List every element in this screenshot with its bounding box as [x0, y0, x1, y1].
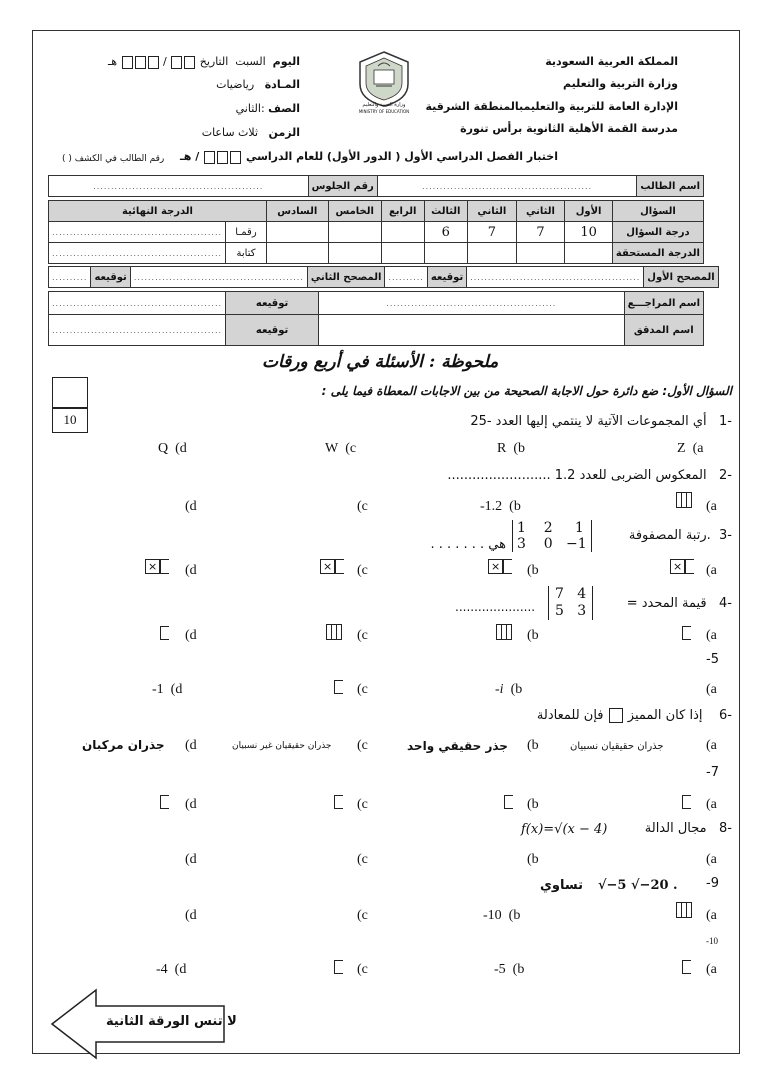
- q8-stem: مجال الدالة: [644, 821, 707, 836]
- q4-opt-d-image: [160, 626, 169, 640]
- col-second: الثاني: [516, 201, 565, 222]
- q5-num: -5: [706, 652, 719, 667]
- q2-opt-a[interactable]: (a: [706, 499, 717, 514]
- q4-opt-b-image: [496, 624, 512, 640]
- q4-opt-c-image: [326, 624, 342, 640]
- q6-tail: فإن للمعادلة: [536, 708, 604, 723]
- exam-title: اختبار الفصل الدراسي الأول ( الدور الأول) للعام الدراسي / هـ: [180, 150, 558, 163]
- day-value: السبت: [235, 55, 266, 68]
- school-line: مدرسة القمة الأهلية الثانوية برأس تنورة: [460, 122, 678, 135]
- q8-num: -8: [719, 821, 732, 836]
- second-signature-label: توقيعه: [91, 267, 130, 288]
- date-box: [171, 56, 182, 69]
- q8-function: f(x)=√(x − 4): [521, 822, 608, 837]
- score-box-value: 10: [52, 407, 88, 433]
- q2-num: -2: [719, 468, 732, 483]
- section-title: السؤال الأول: ضع دائرة حول الاجابة الصحيحة من بين الاجابات المعطاة فيما يلى :: [321, 384, 732, 398]
- q10-opt-d[interactable]: -4 (d: [156, 962, 187, 977]
- q9-opt-a[interactable]: (a: [706, 908, 717, 923]
- q7-num: -7: [706, 765, 719, 780]
- student-info-table: [48, 175, 704, 197]
- q1-opt-a[interactable]: Z (a: [677, 441, 704, 456]
- score-box-top: [52, 377, 88, 409]
- q2-opt-d[interactable]: (d: [185, 499, 197, 514]
- col-first: الأول: [565, 201, 613, 222]
- second-signature-field[interactable]: ..........: [49, 267, 91, 288]
- q6-num: -6: [719, 708, 732, 723]
- grade-label: الصف: [268, 102, 300, 115]
- in-words-field[interactable]: ................................................: [49, 243, 226, 264]
- q2-stem: المعكوس الضربى للعدد 1.2 .........................: [447, 468, 707, 483]
- note-heading: ملحوظة : الأسئلة في أربع ورقات: [262, 352, 499, 372]
- auditor-field[interactable]: [319, 315, 625, 346]
- reviewer-label: اسم المراجـــع: [624, 292, 703, 315]
- date-box: [148, 56, 159, 69]
- col-third: الثالث: [424, 201, 467, 222]
- q1-stem: أي المجموعات الآتية لا ينتمي إليها العدد -25: [470, 414, 707, 429]
- directorate-line: الإدارة العامة للتربية والتعليمبالمنطقة الشرقية: [425, 100, 678, 113]
- q8-opt-b[interactable]: (b: [527, 852, 539, 867]
- q3-opt-a[interactable]: (a: [706, 563, 717, 578]
- q9-expression: √−5 √−20 .: [598, 878, 678, 893]
- earned-q3[interactable]: [424, 243, 467, 264]
- logo-caption: وزارة التربية والتعليم: [362, 102, 406, 108]
- seat-number-label: رقم الجلوس: [308, 176, 377, 197]
- subject-row: [216, 78, 300, 91]
- q6-opt-d[interactable]: (d: [185, 738, 197, 753]
- q3-matrix: 1 2 1 3 0 −1: [512, 520, 592, 552]
- first-corrector-field[interactable]: ................................................: [467, 267, 644, 288]
- seat-number-field[interactable]: ................................................: [49, 176, 309, 197]
- student-number-in-list: رقم الطالب في الكشف ( ): [62, 154, 165, 164]
- q4-determinant: 7 4 5 3: [548, 586, 593, 620]
- auditor-signature-field[interactable]: ................................................: [49, 315, 226, 346]
- q10-opt-b[interactable]: -5 (b: [494, 962, 525, 977]
- q4-tail: .....................: [455, 600, 536, 614]
- review-table: [48, 291, 704, 346]
- time-label: الزمن: [268, 126, 300, 139]
- time-value: ثلاث ساعات: [201, 126, 259, 139]
- subject-label: المـادة: [264, 78, 300, 91]
- second-corrector-label: المصحح الثاني: [307, 267, 385, 288]
- earned-q6[interactable]: [266, 243, 328, 264]
- q2-opt-c[interactable]: (c: [357, 499, 368, 514]
- earned-grade-label: الدرجة المستحقة: [612, 243, 703, 264]
- final-grade-header: الدرجة النهائية: [49, 201, 267, 222]
- q2-opt-a-image: [676, 492, 692, 508]
- first-signature-field[interactable]: ..........: [385, 267, 427, 288]
- q7-opt-b[interactable]: (b: [527, 797, 539, 812]
- question-grade-label: درجة السؤال: [612, 222, 703, 243]
- q6-discriminant-image: [609, 708, 623, 723]
- q3-opt-b[interactable]: (b: [527, 563, 539, 578]
- in-words-label: كتابة: [226, 243, 267, 264]
- corrector-table: [48, 266, 719, 288]
- grade-q3: 6: [424, 222, 467, 243]
- q2-text: [447, 468, 732, 483]
- q10-num: -10: [706, 936, 718, 946]
- q6-text: [537, 708, 732, 723]
- grade-q6: [266, 222, 328, 243]
- q7-opt-a-image: [682, 795, 691, 809]
- first-corrector-label: المصحح الأول: [644, 267, 718, 288]
- first-signature-label: توقيعه: [427, 267, 466, 288]
- exam-title-text: اختبار الفصل الدراسي الأول ( الدور الأول) للعام الدراسي: [245, 150, 558, 163]
- subject-value: رياضيات: [216, 78, 255, 91]
- date-box: [135, 56, 146, 69]
- q4-opt-a-image: [682, 626, 691, 640]
- q9-num: -9: [706, 876, 719, 891]
- q3-opt-c[interactable]: (c: [357, 563, 368, 578]
- q1-opt-c[interactable]: W (c: [325, 441, 357, 456]
- q3-opt-d-image: ×: [145, 560, 169, 573]
- ministry-logo: [352, 50, 416, 116]
- q8-opt-c[interactable]: (c: [357, 852, 368, 867]
- next-page-text: لا تنس الورقة الثانية: [106, 1014, 237, 1029]
- q6-opt-a-text[interactable]: جذران حقيقيان نسبيان: [570, 741, 664, 752]
- q1-text: [470, 414, 732, 429]
- q3-opt-d[interactable]: (d: [185, 563, 197, 578]
- q6-opt-c[interactable]: (c: [357, 738, 368, 753]
- q8-opt-a[interactable]: (a: [706, 852, 717, 867]
- grade-row: [236, 102, 300, 115]
- q4-text: [627, 596, 732, 611]
- q3-tail: هي . . . . . . .: [430, 537, 506, 552]
- q5-opt-a[interactable]: (a: [706, 682, 717, 697]
- question-header: السؤال: [612, 201, 703, 222]
- q7-opt-c[interactable]: (c: [357, 797, 368, 812]
- grade-q5: [328, 222, 381, 243]
- auditor-signature-label: توقيعه: [226, 315, 319, 346]
- q10-opt-a[interactable]: (a: [706, 962, 717, 977]
- col-sixth: السادس: [266, 201, 328, 222]
- q7-opt-d[interactable]: (d: [185, 797, 197, 812]
- day-label: اليوم: [272, 55, 300, 68]
- q6-opt-a[interactable]: (a: [706, 738, 717, 753]
- q8-text: [645, 821, 732, 836]
- q1-opt-d[interactable]: Q (d: [158, 441, 187, 456]
- hijri-suffix-2: هـ: [180, 150, 192, 163]
- q10-opt-a-image: [682, 960, 691, 974]
- grades-table: [48, 200, 704, 264]
- reviewer-field[interactable]: ................................................: [319, 292, 625, 315]
- date-box: [122, 56, 133, 69]
- q7-opt-b-image: [504, 795, 513, 809]
- earned-q4[interactable]: [381, 243, 424, 264]
- student-name-label: اسم الطالب: [637, 176, 704, 197]
- q5-opt-b[interactable]: -i (b: [495, 682, 523, 697]
- kingdom-line: المملكة العربية السعودية: [545, 55, 678, 68]
- q10-opt-c-image: [334, 960, 343, 974]
- col-second-b: الثاني: [468, 201, 517, 222]
- q3-text: [629, 528, 732, 543]
- q9-opt-d[interactable]: (d: [185, 908, 197, 923]
- next-page-arrow: [48, 986, 237, 1062]
- q5-opt-c[interactable]: (c: [357, 682, 368, 697]
- q7-opt-d-image: [160, 795, 169, 809]
- grade-q1: 10: [565, 222, 613, 243]
- year-box: [230, 151, 241, 164]
- q2-opt-b[interactable]: -1.2 (b: [480, 499, 521, 514]
- grade-q2: 7: [516, 222, 565, 243]
- q4-stem: قيمة المحدد =: [626, 596, 707, 611]
- time-row: [202, 126, 300, 139]
- q9-opt-c[interactable]: (c: [357, 908, 368, 923]
- earned-q2[interactable]: [516, 243, 565, 264]
- q5-opt-c-image: [334, 680, 343, 694]
- q9-tail: تساوي: [540, 878, 583, 893]
- q9-opt-b[interactable]: -10 (b: [483, 908, 521, 923]
- earned-q1[interactable]: [565, 243, 613, 264]
- q3-stem: .رتبة المصفوفة: [628, 528, 711, 543]
- q6-opt-d-text[interactable]: جذران مركبان: [82, 738, 165, 752]
- date-label: التاريخ: [199, 55, 229, 68]
- q4-opt-d[interactable]: (d: [185, 628, 197, 643]
- date-box: [184, 56, 195, 69]
- q4-opt-b[interactable]: (b: [527, 628, 539, 643]
- day-row: اليوم السبت التاريخ / هـ: [108, 55, 300, 68]
- earned-q5[interactable]: [328, 243, 381, 264]
- q6-opt-b[interactable]: (b: [527, 738, 539, 753]
- in-numbers-field[interactable]: ................................................: [49, 222, 226, 243]
- q3-opt-c-image: ×: [320, 560, 344, 573]
- year-box: [204, 151, 215, 164]
- student-name-field[interactable]: ................................................: [377, 176, 637, 197]
- col-fifth: الخامس: [328, 201, 381, 222]
- logo-caption-en: MINISTRY OF EDUCATION: [358, 109, 410, 114]
- grade-value: :الثاني: [235, 102, 265, 115]
- reviewer-signature-label: توقيعه: [226, 292, 319, 315]
- q5-opt-d[interactable]: -1 (d: [152, 682, 183, 697]
- reviewer-signature-field[interactable]: ................................................: [49, 292, 226, 315]
- year-box: [217, 151, 228, 164]
- grade-q4: [381, 222, 424, 243]
- ministry-line: وزارة التربية والتعليم: [563, 77, 678, 90]
- q1-num: -1: [719, 414, 732, 429]
- q6-opt-c-text[interactable]: جذران حقيقيان غير نسبيان: [232, 741, 332, 751]
- grade-q2b: 7: [468, 222, 517, 243]
- q3-num: -3: [719, 528, 732, 543]
- q4-opt-a[interactable]: (a: [706, 628, 717, 643]
- q10-opt-c[interactable]: (c: [357, 962, 368, 977]
- q9-opt-a-image: [676, 902, 692, 918]
- q6-stem: إذا كان المميز: [627, 708, 703, 723]
- q7-opt-c-image: [334, 795, 343, 809]
- in-numbers-label: رقمـا: [226, 222, 267, 243]
- q3-opt-b-image: ×: [488, 560, 512, 573]
- q8-opt-d[interactable]: (d: [185, 852, 197, 867]
- auditor-label: اسم المدقق: [624, 315, 703, 346]
- q4-num: -4: [719, 596, 732, 611]
- q4-opt-c[interactable]: (c: [357, 628, 368, 643]
- col-fourth: الرابع: [381, 201, 424, 222]
- hijri-suffix: هـ: [108, 55, 118, 68]
- q6-opt-b-text[interactable]: جذر حقيقي واحد: [407, 739, 508, 753]
- second-corrector-field[interactable]: ................................................: [130, 267, 307, 288]
- q1-opt-b[interactable]: R (b: [497, 441, 526, 456]
- q3-opt-a-image: ×: [670, 560, 694, 573]
- earned-q2b[interactable]: [468, 243, 517, 264]
- q7-opt-a[interactable]: (a: [706, 797, 717, 812]
